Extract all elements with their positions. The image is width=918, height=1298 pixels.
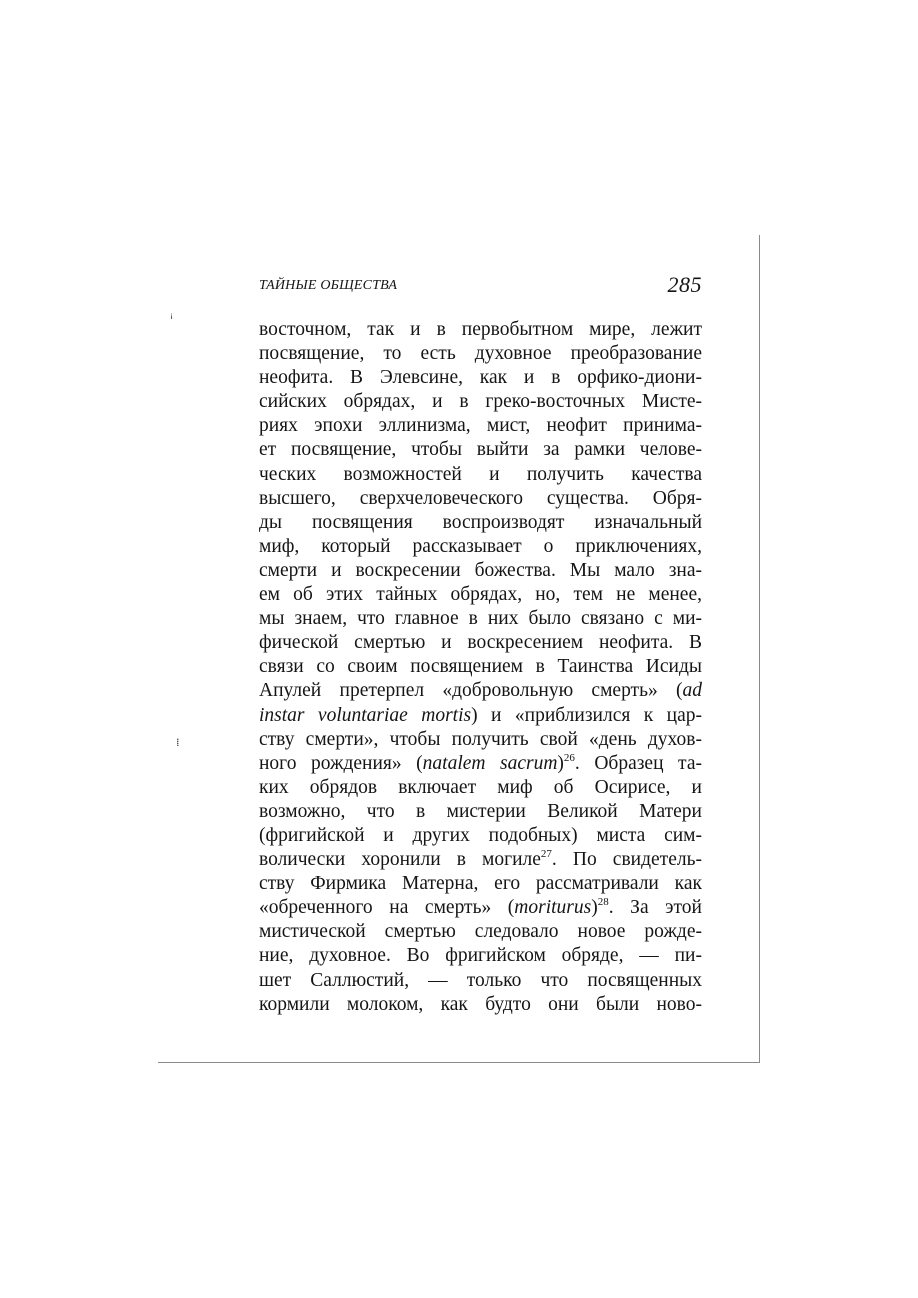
text-line	[259, 848, 702, 872]
text-segment: ного рождения» (	[259, 752, 423, 774]
text-line	[259, 631, 702, 655]
text-segment: мы знаем, что главное в них было связано с ми-	[259, 608, 702, 630]
text-segment: сийских обрядах, и в греко-восточных Мисте-	[259, 391, 702, 413]
text-line	[259, 390, 702, 414]
footnote-ref: 26	[563, 751, 575, 764]
text-line	[259, 679, 702, 703]
text-line	[259, 704, 702, 728]
text-segment: волически хоронили в могиле	[259, 849, 541, 871]
text-line	[259, 944, 702, 968]
page-number: 285	[667, 272, 702, 297]
text-line	[259, 655, 702, 679]
text-segment: ких обрядов включает миф об Осирисе, и	[259, 776, 702, 798]
text-segment: ству Фирмика Матерна, его рассматривали как	[259, 873, 702, 895]
text-line	[259, 366, 702, 390]
text-segment: «обреченного на смерть» (	[259, 897, 515, 919]
text-segment: . Образец та-	[574, 752, 702, 774]
text-line	[259, 414, 702, 438]
text-line	[259, 776, 702, 800]
text-segment: ды посвящения воспроизводят изначальный	[259, 511, 702, 533]
text-segment: ние, духовное. Во фригийском обряде, — пи-	[259, 945, 702, 967]
text-segment: миф, который рассказывает о приключениях,	[259, 535, 702, 557]
text-segment: мистической смертью следовало новое рожде-	[259, 921, 702, 943]
footnote-ref: 27	[540, 848, 552, 861]
footnote-ref: 28	[597, 896, 609, 909]
body-text	[259, 318, 702, 1017]
text-line	[259, 920, 702, 944]
text-segment: риях эпохи эллинизма, мист, неофит принима-	[259, 415, 702, 437]
text-segment: . По свидетель-	[551, 849, 702, 871]
text-line	[259, 342, 702, 366]
text-segment: ) и «приблизился к цар-	[471, 704, 702, 726]
text-line	[259, 607, 702, 631]
text-line	[259, 824, 702, 848]
text-line	[259, 969, 702, 993]
margin-mark-middle: ⁞	[176, 736, 180, 749]
text-line	[259, 993, 702, 1017]
text-line	[259, 559, 702, 583]
text-segment: неофита. В Элевсине, как и в орфико-диони-	[259, 367, 702, 389]
text-line	[259, 728, 702, 752]
italic-phrase: ad	[682, 680, 702, 702]
text-line	[259, 487, 702, 511]
text-line	[259, 896, 702, 920]
text-segment: (фригийской и других подобных) миста сим-	[259, 824, 702, 846]
text-line	[259, 511, 702, 535]
text-segment: Апулей претерпел «добровольную смерть» (	[259, 680, 683, 702]
text-line	[259, 800, 702, 824]
text-line	[259, 583, 702, 607]
text-segment: ем об этих тайных обрядах, но, тем не менее,	[259, 584, 702, 606]
text-line	[259, 872, 702, 896]
italic-phrase: natalem sacrum	[422, 752, 558, 774]
running-title: ТАЙНЫЕ ОБЩЕСТВА	[259, 278, 398, 293]
text-segment: )	[557, 752, 564, 774]
text-segment: смерти и воскресении божества. Мы мало зна-	[259, 559, 702, 581]
text-line	[259, 438, 702, 462]
text-segment: кормили молоком, как будто они были ново-	[259, 993, 702, 1015]
text-line	[259, 535, 702, 559]
italic-phrase: instar voluntariae mortis	[259, 704, 472, 726]
text-line	[259, 463, 702, 487]
text-segment: восточном, так и в первобытном мире, лежит	[259, 319, 702, 340]
text-segment: возможно, что в мистерии Великой Матери	[259, 800, 702, 822]
text-segment: ству смерти», чтобы получить свой «день духов-	[259, 728, 702, 750]
text-segment: связи со своим посвящением в Таинства Исиды	[259, 656, 702, 678]
text-segment: )	[591, 897, 598, 919]
italic-phrase: moriturus	[514, 897, 592, 919]
text-segment: высшего, сверхчеловеческого существа. Обря-	[259, 487, 702, 509]
text-line	[259, 752, 702, 776]
text-segment: ческих возможностей и получить качества	[259, 463, 702, 485]
running-head	[259, 272, 702, 306]
text-segment: фической смертью и воскресением неофита. В	[259, 632, 702, 654]
text-segment: . За этой	[608, 897, 702, 919]
margin-mark-top: ꜟ	[170, 308, 174, 323]
text-segment: ет посвящение, чтобы выйти за рамки челове-	[259, 439, 702, 461]
text-segment: посвящение, то есть духовное преобразование	[259, 343, 702, 365]
text-line	[259, 318, 702, 342]
text-segment: шет Саллюстий, — только что посвященных	[259, 969, 702, 991]
